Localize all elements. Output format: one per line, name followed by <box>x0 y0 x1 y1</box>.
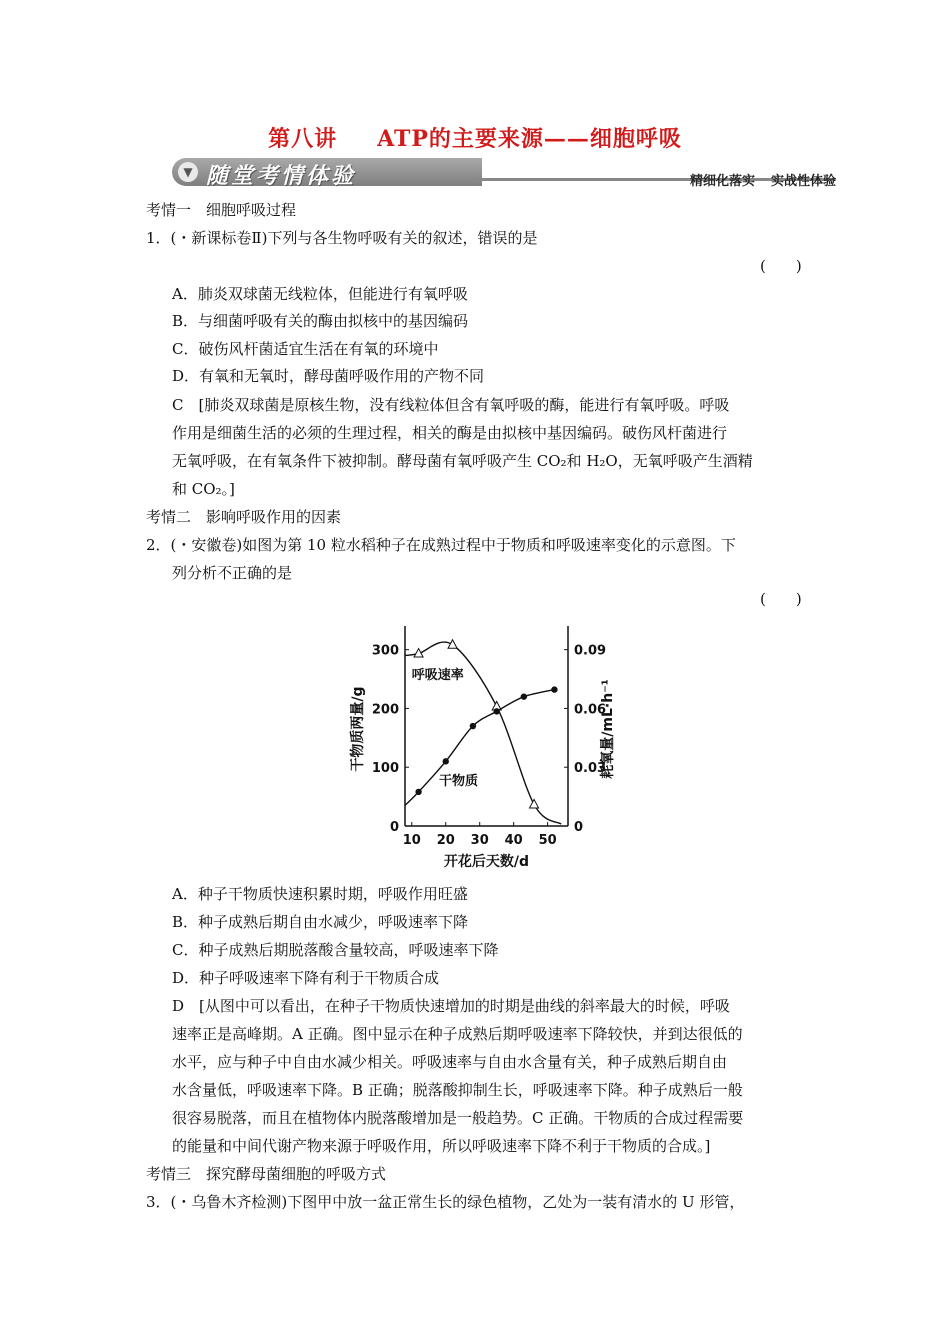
q2-answer-paren: ( ) <box>760 590 802 608</box>
q1-answer-line-4: 和 CO₂。] <box>172 480 235 498</box>
chart-left-tick-label: 300 <box>371 643 399 659</box>
respiration-rate-point <box>448 640 457 649</box>
respiration-rate-label: 呼吸速率 <box>411 668 464 684</box>
q3-stem: 3．(・乌鲁木齐检测)下图甲中放一盆正常生长的绿色植物，乙处为一装有清水的 U 形管， <box>146 1193 745 1211</box>
lecture-number: 第八讲 <box>268 126 338 152</box>
q2-option-a: A．种子干物质快速积累时期，呼吸作用旺盛 <box>172 885 468 903</box>
chart-x-tick-label: 50 <box>538 833 557 848</box>
q2-answer-line-4: 水含量低，呼吸速率下降。B 正确；脱落酸抑制生长，呼吸速率下降。种子成熟后一般 <box>172 1081 743 1099</box>
chart-svg <box>340 616 620 876</box>
banner-tag-1: 精细化落实 <box>689 174 755 189</box>
q1-stem: 1．(・新课标卷Ⅱ)下列与各生物呼吸有关的叙述，错误的是 <box>146 229 538 247</box>
lecture-topic: ATP的主要来源——细胞呼吸 <box>377 126 682 152</box>
chevron-down-icon: ▼ <box>178 162 198 182</box>
q1-option-b: B．与细菌呼吸有关的酶由拟核中的基因编码 <box>172 312 469 330</box>
dry-matter-point <box>470 723 476 729</box>
q1-option-d: D．有氧和无氧时，酵母菌呼吸作用的产物不同 <box>172 367 485 385</box>
q2-option-d: D．种子呼吸速率下降有利于干物质合成 <box>172 969 440 987</box>
banner-tagline <box>690 170 836 189</box>
q1-answer-line-1: C [肺炎双球菌是原核生物，没有线粒体但含有氧呼吸的酶，能进行有氧呼吸。呼吸 <box>172 396 730 414</box>
banner-tag-2: 实战性体验 <box>770 174 836 189</box>
chart-x-tick-label: 10 <box>402 833 421 848</box>
chart-right-axis-title: 耗氧量/mL·h⁻¹ <box>600 679 616 779</box>
q1-option-a: A．肺炎双球菌无线粒体，但能进行有氧呼吸 <box>172 285 468 303</box>
section-heading-2: 考情二 影响呼吸作用的因素 <box>146 508 342 526</box>
section-heading-1: 考情一 细胞呼吸过程 <box>146 201 297 219</box>
chart-left-axis-title: 干物质两量/g <box>350 686 366 772</box>
chart-x-tick-label: 20 <box>436 833 455 848</box>
dry-matter-point <box>443 758 449 764</box>
q2-answer-line-5: 很容易脱落，而且在植物体内脱落酸增加是一般趋势。C 正确。干物质的合成过程需要 <box>172 1109 744 1127</box>
q2-answer-line-6: 的能量和中间代谢产物来源于呼吸作用，所以呼吸速率下降不利于干物质的合成。] <box>172 1137 711 1155</box>
q1-answer-line-2: 作用是细菌生活的必须的生理过程，相关的酶是由拟核中基因编码。破伤风杆菌进行 <box>172 424 728 442</box>
chart-right-tick-label: 0.03 <box>574 761 607 777</box>
q2-stem-line-1: 2．(・安徽卷)如图为第 10 粒水稻种子在成熟过程中于物质和呼吸速率变化的示意图。下 <box>146 536 736 554</box>
chart-right-tick-label: 0 <box>574 820 584 835</box>
q2-answer-line-3: 水平，应与种子中自由水减少相关。呼吸速率与自由水含量有关，种子成熟后期自由 <box>172 1053 728 1071</box>
dry-matter-point <box>415 789 421 795</box>
chart-right-tick-label: 0.06 <box>574 702 607 718</box>
dry-matter-point <box>551 686 557 692</box>
chart-figure <box>340 616 620 876</box>
chart-left-tick-label: 100 <box>371 761 399 777</box>
q2-option-b: B．种子成熟后期自由水减少，呼吸速率下降 <box>172 913 469 931</box>
dry-matter-point <box>521 693 527 699</box>
chart-x-axis-title: 开花后天数/d <box>443 854 530 870</box>
section-heading-3: 考情三 探究酵母菌细胞的呼吸方式 <box>146 1165 387 1183</box>
chart-x-tick-label: 40 <box>504 833 523 848</box>
page-title <box>0 122 950 153</box>
section-banner <box>172 158 836 190</box>
dry-matter-line <box>405 690 554 806</box>
q2-option-c: C．种子成熟后期脱落酸含量较高，呼吸速率下降 <box>172 941 499 959</box>
q2-answer-line-2: 速率正是高峰期。A 正确。图中显示在种子成熟后期呼吸速率下降较快，并到达很低的 <box>172 1025 743 1043</box>
dry-matter-point <box>493 708 499 714</box>
banner-label-box <box>172 158 482 189</box>
chart-left-tick-label: 200 <box>371 702 399 718</box>
q1-answer-line-3: 无氧呼吸，在有氧条件下被抑制。酵母菌有氧呼吸产生 CO₂和 H₂O，无氧呼吸产生酒精 <box>172 452 753 470</box>
dry-matter-label: 干物质 <box>438 773 478 789</box>
chart-x-tick-label: 30 <box>470 833 489 848</box>
q1-option-c: C．破伤风杆菌适宜生活在有氧的环境中 <box>172 340 439 358</box>
q1-answer-paren: ( ) <box>760 257 802 275</box>
chart-right-tick-label: 0.09 <box>574 643 607 659</box>
chart-left-tick-label: 0 <box>389 820 399 835</box>
banner-title: 随堂考情体验 <box>206 164 357 189</box>
q2-stem-line-2: 列分析不正确的是 <box>172 564 293 582</box>
respiration-rate-point <box>530 799 539 808</box>
q2-answer-line-1: D [从图中可以看出，在种子干物质快速增加的时期是曲线的斜率最大的时候，呼吸 <box>172 997 730 1015</box>
